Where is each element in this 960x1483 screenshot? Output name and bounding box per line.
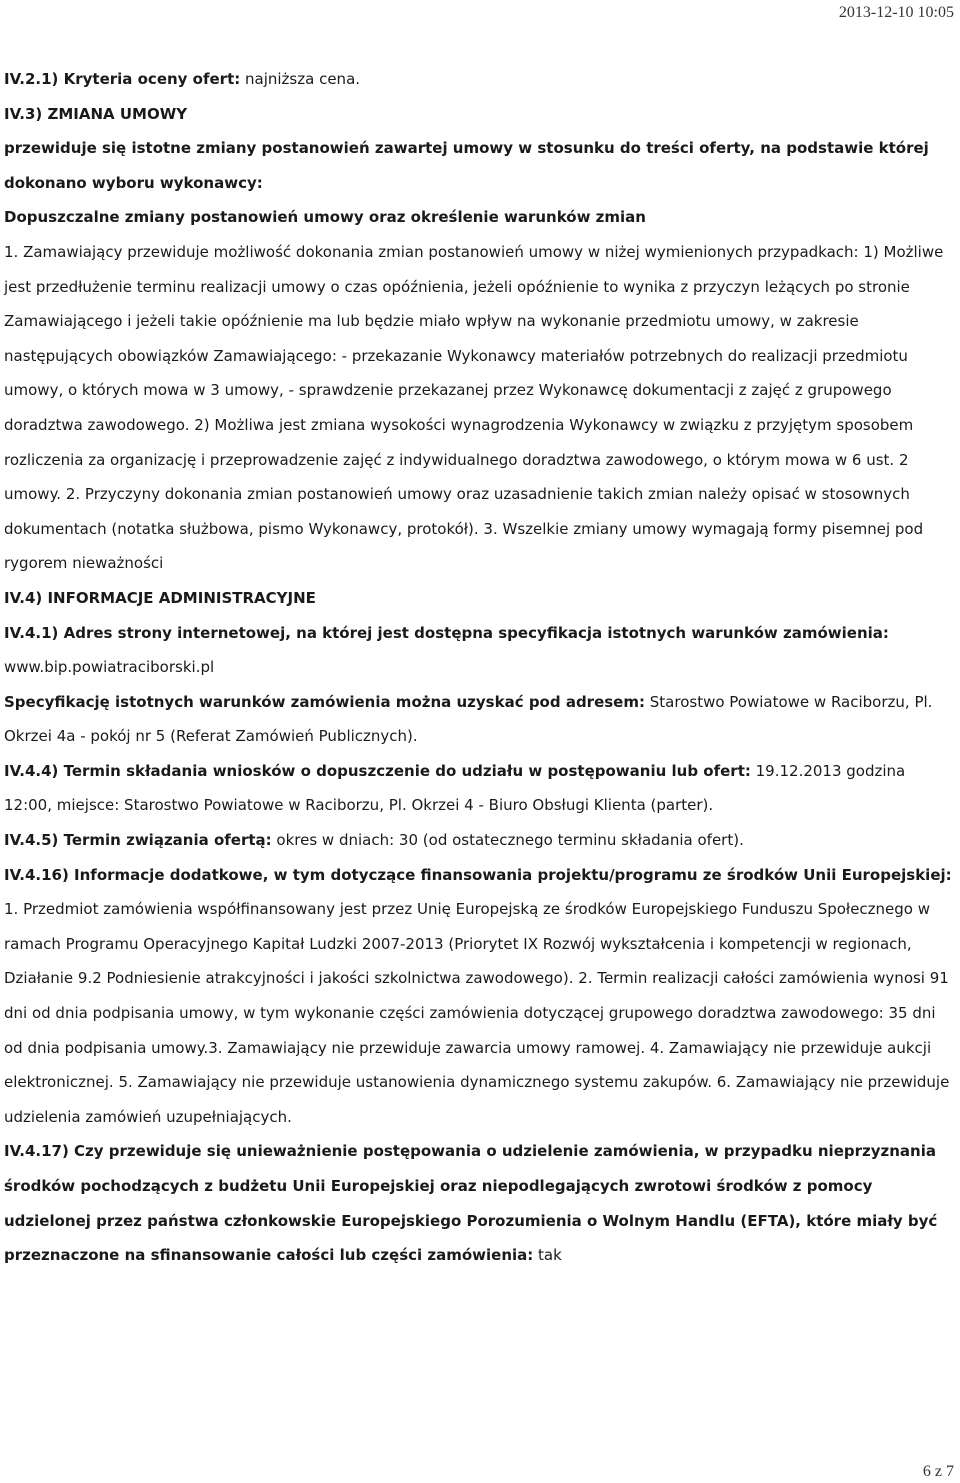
section-iv-4-5: [4, 823, 954, 858]
page-number: 6 z 7: [922, 1463, 954, 1480]
section-iv-2-1: [4, 62, 954, 97]
section-value: 1. Przedmiot zamówienia współfinansowany jest przez Unię Europejską ze środków Europejskiego Funduszu Społecznego w ramach Programu Operacyjnego Kapitał Ludzki 2007-2013 (Priorytet IX Rozwój wykształcenia i kompetencji w regionach, Działanie 9.2 Podniesienie atrakcyjności i jakości szkolnictwa zawodowego). 2. Termin realizacji całości zamówienia wynosi 91 dni od dnia podpisania umowy, w tym wykonanie części zamówienia dotyczącej grupowego doradztwa zawodowego: 35 dni od dnia podpisania umowy.3. Zamawiający nie przewiduje zawarcia umowy ramowej. 4. Zamawiający nie przewiduje aukcji elektronicznej. 5. Zamawiający nie przewiduje ustanowienia dynamicznego systemu zakupów. 6. Zamawiający nie przewiduje udzielenia zamówień uzupełniających.: [4, 900, 950, 1126]
section-siwz: [4, 685, 954, 754]
section-value: 19.12.2013 godzina 12:00, miejsce: Starostwo Powiatowe w Raciborzu, Pl. Okrzei 4 - Biuro Obsługi Klienta (parter).: [4, 761, 906, 815]
section-label: IV.4.5) Termin związania ofertą:: [4, 831, 272, 850]
section-iv-4-1-label: IV.4.1) Adres strony internetowej, na której jest dostępna specyfikacja istotnych warunków zamówienia:: [4, 623, 889, 642]
section-iv-4-1-url: www.bip.powiatraciborski.pl: [4, 658, 215, 677]
section-value: okres w dniach: 30 (od ostatecznego terminu składania ofert).: [271, 831, 744, 850]
print-timestamp: 2013-12-10 10:05: [838, 4, 954, 21]
section-label: IV.4.17) Czy przewiduje się unieważnienie postępowania o udzielenie zamówienia, w przypadku nieprzyznania środków pochodzących z budżetu Unii Europejskiej oraz niepodlegających zwrotowi środków z pomocy udzielonej przez państwa członkowskie Europejskiego Porozumienia o Wolnym Handlu (EFTA), które miały być przeznaczone na sfinansowanie całości lub części zamówienia:: [4, 1142, 938, 1265]
document-body: [4, 62, 954, 1273]
section-label: IV.4.4) Termin składania wniosków o dopuszczenie do udziału w postępowaniu lub ofert:: [4, 761, 751, 780]
section-iv-4-4: [4, 754, 954, 823]
section-iv-3-subheading: Dopuszczalne zmiany postanowień umowy oraz określenie warunków zmian: [4, 208, 646, 227]
section-value: tak: [533, 1246, 562, 1265]
section-label: IV.2.1) Kryteria oceny ofert:: [4, 70, 241, 88]
section-label: IV.4.16) Informacje dodatkowe, w tym dotyczące finansowania projektu/programu ze środków Unii Europejskiej:: [4, 865, 952, 884]
section-iv-4-heading: IV.4) INFORMACJE ADMINISTRACYJNE: [4, 588, 316, 607]
section-value: Starostwo Powiatowe w Raciborzu, Pl. Okrzei 4a - pokój nr 5 (Referat Zamówień Publicznych).: [4, 692, 933, 746]
section-iv-4-16: [4, 858, 954, 1135]
section-value: najniższa cena.: [240, 70, 361, 88]
section-iv-3-body: 1. Zamawiający przewiduje możliwość dokonania zmian postanowień umowy w niżej wymienionych przypadkach: 1) Możliwe jest przedłużenie terminu realizacji umowy o czas opóźnienia, jeżeli opóźnienie to wynika z przyczyn leżących po stronie Zamawiającego i jeżeli takie opóźnienie ma lub będzie miało wpływ na wykonanie przedmiotu umowy, w zakresie następujących obowiązków Zamawiającego: - przekazanie Wykonawcy materiałów potrzebnych do realizacji przedmiotu umowy, o których mowa w 3 umowy, - sprawdzenie przekazanej przez Wykonawcę dokumentacji z zajęć z grupowego doradztwa zawodowego. 2) Możliwa jest zmiana wysokości wynagrodzenia Wykonawcy w związku z przyjętym sposobem rozliczenia za organizację i przeprowadzenie zajęć z indywidualnego doradztwa zawodowego, o którym mowa w 6 ust. 2 umowy. 2. Przyczyny dokonania zmian postanowień umowy oraz uzasadnienie takich zmian należy opisać w stosownych dokumentach (notatka służbowa, pismo Wykonawcy, protokół). 3. Wszelkie zmiany umowy wymagają formy pisemnej pod rygorem nieważności: [4, 242, 944, 573]
section-label: Specyfikację istotnych warunków zamówienia można uzyskać pod adresem:: [4, 692, 645, 711]
section-iv-4-17: [4, 1134, 954, 1272]
section-iv-3-question: przewiduje się istotne zmiany postanowień zawartej umowy w stosunku do treści oferty, na podstawie której dokonano wyboru wykonawcy:: [4, 139, 929, 192]
section-iv-3-heading: IV.3) ZMIANA UMOWY: [4, 104, 188, 123]
